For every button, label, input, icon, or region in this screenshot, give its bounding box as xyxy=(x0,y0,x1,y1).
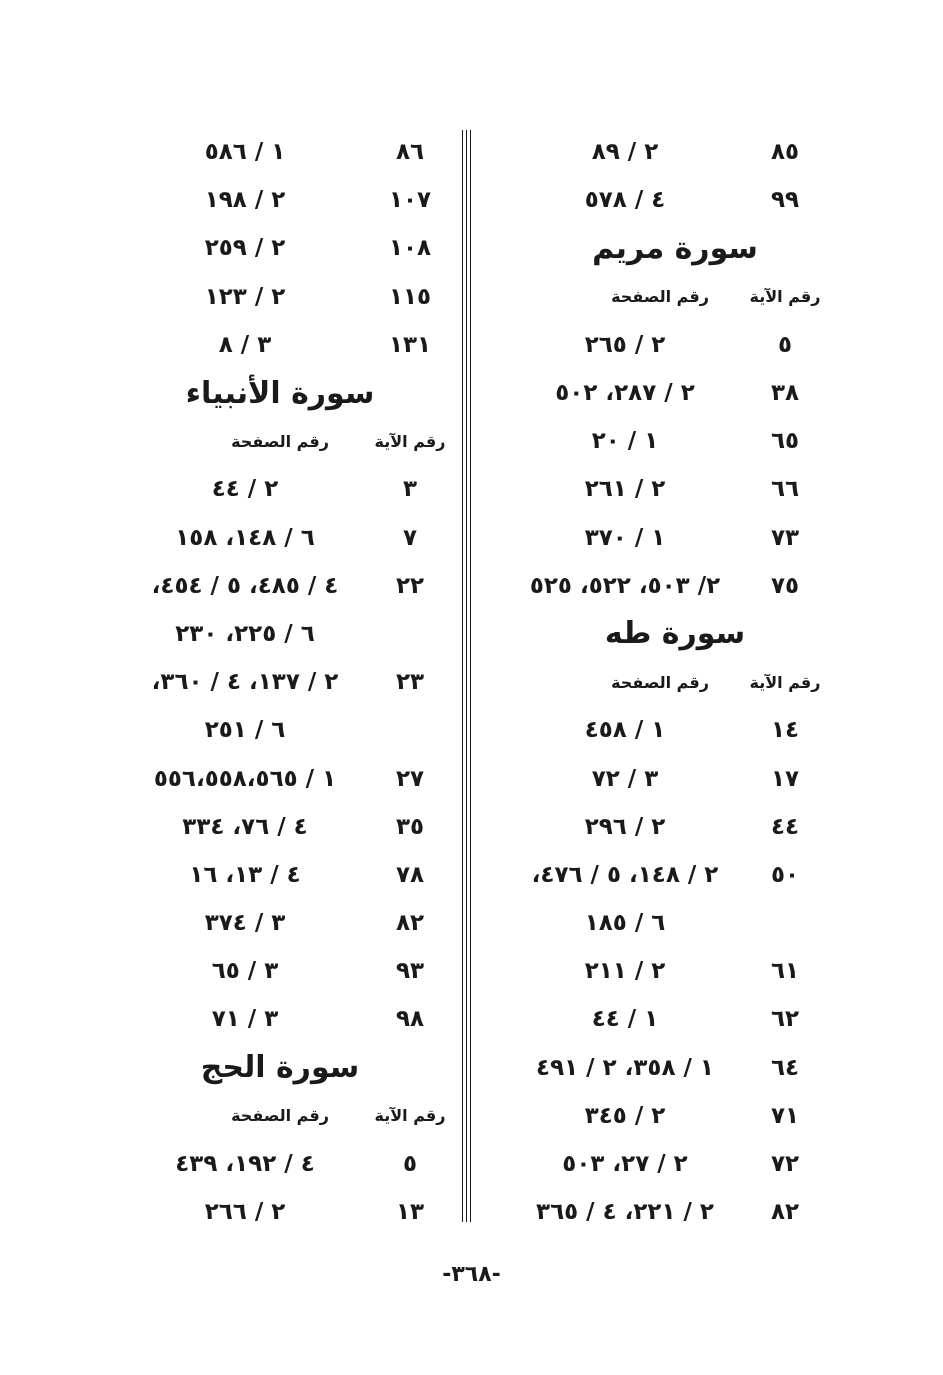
index-row xyxy=(495,417,825,465)
ayah-number: ٩٣ xyxy=(395,958,425,985)
ayah-number: ٧٣ xyxy=(770,524,800,551)
page-reference: ٢/ ٥٠٣، ٥٢٢، ٥٢٥ xyxy=(529,572,721,599)
index-row xyxy=(130,851,460,899)
surah-heading: سورة طه xyxy=(604,616,746,652)
page-number: -٣٦٨- xyxy=(442,1262,501,1287)
surah-heading: سورة مريم xyxy=(592,230,758,266)
page-reference: ١ / ٤٤ xyxy=(591,1006,659,1033)
ayah-number: ٩٩ xyxy=(770,187,800,214)
index-row xyxy=(130,706,460,754)
page-reference: ٢ / ٢٢١، ٤ / ٣٦٥ xyxy=(536,1199,714,1226)
page-reference: ٣ / ٧١ xyxy=(211,1006,279,1033)
index-row xyxy=(130,610,460,658)
ayah-number: ٢٧ xyxy=(395,765,425,792)
index-row xyxy=(495,321,825,369)
ayah-number: ٦٥ xyxy=(770,428,800,455)
page-reference: ٣ / ٧٢ xyxy=(591,765,659,792)
page-reference: ٦ / ١٨٥ xyxy=(584,910,666,937)
page-reference: ٤ / ١٩٢، ٤٣٩ xyxy=(175,1151,315,1178)
ayah-number: ٥ xyxy=(777,331,793,358)
ayah-number: ٨٢ xyxy=(395,910,425,937)
ayah-number: ٨٦ xyxy=(395,139,425,166)
index-row xyxy=(130,224,460,272)
page-reference: ٦ / ٢٥١ xyxy=(204,717,286,744)
ayah-number: ٥٠ xyxy=(770,861,800,888)
ayah-number: ٤٤ xyxy=(770,813,800,840)
ayah-number: ٦٢ xyxy=(770,1006,800,1033)
index-row xyxy=(130,754,460,802)
surah-heading: سورة الحج xyxy=(200,1050,360,1086)
column-divider-line xyxy=(462,130,463,1222)
page-reference: ٢ / ٨٩ xyxy=(591,139,659,166)
ayah-number: ٢٢ xyxy=(395,572,425,599)
index-row xyxy=(130,562,460,610)
index-row xyxy=(495,899,825,947)
column-header xyxy=(495,273,825,321)
page-reference: ٤ / ٤٨٥، ٥ / ٤٥٤، xyxy=(151,572,339,599)
ayah-number: ٣٨ xyxy=(770,380,800,407)
page-reference: ٢ / ١٤٨، ٥ / ٤٧٦، xyxy=(531,861,719,888)
ayah-number: ٥ xyxy=(402,1151,418,1178)
ayah-number-label: رقم الآية xyxy=(749,672,821,692)
index-row xyxy=(495,562,825,610)
ayah-number: ١٧ xyxy=(770,765,800,792)
page-reference: ٦ / ٢٢٥، ٢٣٠ xyxy=(175,620,315,647)
index-row xyxy=(495,1140,825,1188)
page-reference: ٦ / ١٤٨، ١٥٨ xyxy=(175,524,315,551)
page-reference: ١ / ٥٥٦،٥٥٨،٥٦٥ xyxy=(153,765,337,792)
page-number-label: رقم الصفحة xyxy=(231,431,329,451)
page-reference: ٢ / ٢٥٩ xyxy=(204,235,286,262)
page-reference: ٤ / ٧٦، ٣٣٤ xyxy=(182,813,308,840)
ayah-number: ٦٦ xyxy=(770,476,800,503)
page-reference: ٢ / ٢٧، ٥٠٣ xyxy=(562,1151,688,1178)
index-row xyxy=(130,803,460,851)
ayah-number: ٦١ xyxy=(770,958,800,985)
index-row xyxy=(130,947,460,995)
index-row xyxy=(495,803,825,851)
ayah-number: ٨٢ xyxy=(770,1199,800,1226)
page-reference: ٤ / ١٣، ١٦ xyxy=(189,861,301,888)
index-row xyxy=(130,514,460,562)
surah-heading: سورة الأنبياء xyxy=(185,375,375,411)
page-reference: ١ / ٥٨٦ xyxy=(204,139,286,166)
index-row xyxy=(130,899,460,947)
ayah-number: ٣٥ xyxy=(395,813,425,840)
ayah-number: ١٠٧ xyxy=(388,187,432,214)
index-row xyxy=(130,176,460,224)
ayah-number: ٢٣ xyxy=(395,669,425,696)
index-row xyxy=(495,947,825,995)
page-reference: ٤ / ٥٧٨ xyxy=(584,187,666,214)
index-row xyxy=(495,754,825,802)
ayah-number: ٦٤ xyxy=(770,1054,800,1081)
page-reference: ٢ / ٢٩٦ xyxy=(584,813,666,840)
index-row xyxy=(130,465,460,513)
ayah-number: ٩٨ xyxy=(395,1006,425,1033)
column-header xyxy=(130,417,460,465)
page-reference: ٢ / ٤٤ xyxy=(211,476,279,503)
column-header xyxy=(130,1092,460,1140)
ayah-number-label: رقم الآية xyxy=(374,431,446,451)
page-reference: ٢ / ٢٦٦ xyxy=(204,1199,286,1226)
page-reference: ١ / ٣٥٨، ٢ / ٤٩١ xyxy=(536,1054,714,1081)
index-row xyxy=(495,1188,825,1236)
page-reference: ١ / ٤٥٨ xyxy=(584,717,666,744)
page-reference: ٢ / ١٢٣ xyxy=(204,283,286,310)
page-number-label: رقم الصفحة xyxy=(611,287,709,307)
page-reference: ٢ / ٢١١ xyxy=(584,958,666,985)
index-row xyxy=(495,1044,825,1092)
index-row xyxy=(130,658,460,706)
page-number-label: رقم الصفحة xyxy=(231,1106,329,1126)
left-column xyxy=(130,128,460,1236)
ayah-number: ٧٢ xyxy=(770,1151,800,1178)
index-row xyxy=(130,128,460,176)
ayah-number: ٨٥ xyxy=(770,139,800,166)
page-reference: ٢ / ٢٨٧، ٥٠٢ xyxy=(555,380,695,407)
right-column xyxy=(495,128,825,1236)
ayah-number-label: رقم الآية xyxy=(749,287,821,307)
ayah-number-label: رقم الآية xyxy=(374,1106,446,1126)
ayah-number: ٧١ xyxy=(770,1102,800,1129)
ayah-number: ١٤ xyxy=(770,717,800,744)
ayah-number: ١٣١ xyxy=(388,331,432,358)
column-header xyxy=(495,658,825,706)
index-row xyxy=(495,369,825,417)
index-row xyxy=(495,128,825,176)
page-reference: ٢ / ٢٦٥ xyxy=(584,331,666,358)
index-row xyxy=(495,176,825,224)
index-row xyxy=(130,321,460,369)
page-reference: ٢ / ١٣٧، ٤ / ٣٦٠، xyxy=(151,669,339,696)
page-reference: ٣ / ٦٥ xyxy=(211,958,279,985)
ayah-number: ١٣ xyxy=(395,1199,425,1226)
column-divider-line xyxy=(466,130,467,1222)
index-row xyxy=(495,706,825,754)
index-row xyxy=(130,273,460,321)
ayah-number: ١٠٨ xyxy=(388,235,432,262)
page-number-label: رقم الصفحة xyxy=(611,672,709,692)
ayah-number: ٣ xyxy=(402,476,418,503)
index-row xyxy=(130,1140,460,1188)
page-reference: ١ / ٣٧٠ xyxy=(584,524,666,551)
ayah-number: ٧٨ xyxy=(395,861,425,888)
index-row xyxy=(495,1092,825,1140)
ayah-number: ٧ xyxy=(402,524,418,551)
index-row xyxy=(130,1188,460,1236)
index-row xyxy=(495,465,825,513)
page-reference: ٢ / ٢٦١ xyxy=(584,476,666,503)
index-row xyxy=(495,851,825,899)
page-reference: ٢ / ٣٤٥ xyxy=(584,1102,666,1129)
page-reference: ٢ / ١٩٨ xyxy=(204,187,286,214)
index-row xyxy=(130,995,460,1043)
page-reference: ١ / ٢٠ xyxy=(591,428,659,455)
ayah-number: ٧٥ xyxy=(770,572,800,599)
ayah-number: ١١٥ xyxy=(388,283,432,310)
index-row xyxy=(495,514,825,562)
page-reference: ٣ / ٣٧٤ xyxy=(204,910,286,937)
page-reference: ٣ / ٨ xyxy=(218,331,272,358)
column-divider-line xyxy=(470,130,471,1222)
index-row xyxy=(495,995,825,1043)
